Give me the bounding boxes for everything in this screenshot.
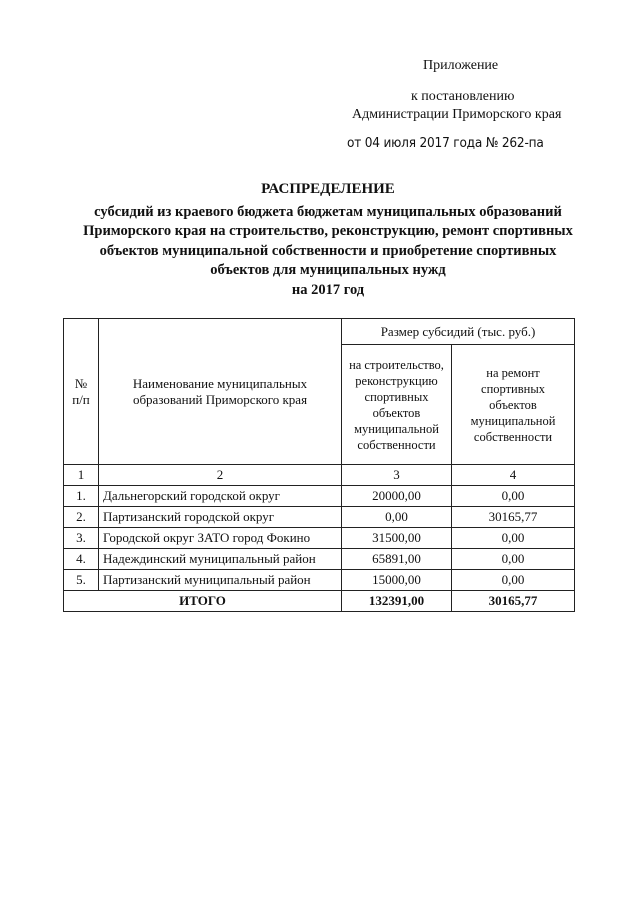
document-title xyxy=(40,180,616,300)
header-repair-line: спортивных объектов xyxy=(481,381,545,412)
table-row xyxy=(64,528,575,549)
repair-amount: 0,00 xyxy=(452,570,575,591)
title-line-5: на 2017 год xyxy=(291,281,365,298)
header-construction-cell xyxy=(342,345,452,465)
header-subsidy-size: Размер субсидий (тыс. руб.) xyxy=(342,319,575,345)
column-number: 2 xyxy=(99,465,342,486)
municipality-name: Дальнегорский городской округ xyxy=(99,486,342,507)
header-construction-line: спортивных xyxy=(364,389,429,404)
row-number: 4. xyxy=(64,549,99,570)
construction-amount: 31500,00 xyxy=(342,528,452,549)
header-construction-line: на строительство, xyxy=(349,357,444,372)
total-label: ИТОГО xyxy=(64,591,342,612)
construction-amount: 15000,00 xyxy=(342,570,452,591)
table-row xyxy=(64,549,575,570)
row-number: 1. xyxy=(64,486,99,507)
column-number: 4 xyxy=(452,465,575,486)
row-number: 5. xyxy=(64,570,99,591)
header-construction-line: муниципальной xyxy=(354,421,439,436)
column-number: 3 xyxy=(342,465,452,486)
municipality-name: Надеждинский муниципальный район xyxy=(99,549,342,570)
header-number-cell xyxy=(64,319,99,465)
resolution-reference: к постановлению xyxy=(411,89,515,104)
row-number: 2. xyxy=(64,507,99,528)
title-heading: РАСПРЕДЕЛЕНИЕ xyxy=(261,181,395,197)
repair-amount: 30165,77 xyxy=(452,507,575,528)
construction-amount: 0,00 xyxy=(342,507,452,528)
header-repair-line: на ремонт xyxy=(486,365,540,380)
column-number: 1 xyxy=(64,465,99,486)
header-repair-line: муниципальной xyxy=(470,413,556,428)
municipality-name: Партизанский муниципальный район xyxy=(99,570,342,591)
header-name-cell xyxy=(99,319,342,465)
table-row xyxy=(64,486,575,507)
administration-name: Администрации Приморского края xyxy=(352,107,562,122)
title-line-1: субсидий из краевого бюджета бюджетам муниципальных образований xyxy=(94,203,562,220)
header-construction-line: реконструкцию xyxy=(355,373,438,388)
header-number-pp: п/п xyxy=(72,391,90,407)
repair-amount: 0,00 xyxy=(452,486,575,507)
title-line-2: Приморского края на строительство, реконструкцию, ремонт спортивных xyxy=(83,223,573,239)
title-line-3: объектов муниципальной собственности и приобретение спортивных xyxy=(99,242,557,259)
resolution-date-number: от 04 июля 2017 года № 262-па xyxy=(347,135,544,151)
total-construction: 132391,00 xyxy=(342,591,452,612)
table-row xyxy=(64,570,575,591)
appendix-label: Приложение xyxy=(423,58,499,73)
header-repair-cell xyxy=(452,345,575,465)
row-number: 3. xyxy=(64,528,99,549)
column-number-row xyxy=(64,465,575,486)
subsidy-table xyxy=(63,318,575,612)
header-construction-line: собственности xyxy=(357,437,436,452)
header-name-line-1: Наименование муниципальных xyxy=(132,375,308,391)
municipality-name: Городской округ ЗАТО город Фокино xyxy=(99,528,342,549)
header-number-sign: № xyxy=(74,375,88,391)
title-line-4: объектов для муниципальных нужд xyxy=(210,262,446,278)
construction-amount: 65891,00 xyxy=(342,549,452,570)
repair-amount: 0,00 xyxy=(452,549,575,570)
municipality-name: Партизанский городской округ xyxy=(99,507,342,528)
repair-amount: 0,00 xyxy=(452,528,575,549)
header-name-line-2: образований Приморского края xyxy=(132,391,308,407)
total-row xyxy=(64,591,575,612)
construction-amount: 20000,00 xyxy=(342,486,452,507)
header-repair-line: собственности xyxy=(473,429,553,444)
header-construction-line: объектов xyxy=(372,405,421,420)
table-row xyxy=(64,507,575,528)
total-repair: 30165,77 xyxy=(452,591,575,612)
